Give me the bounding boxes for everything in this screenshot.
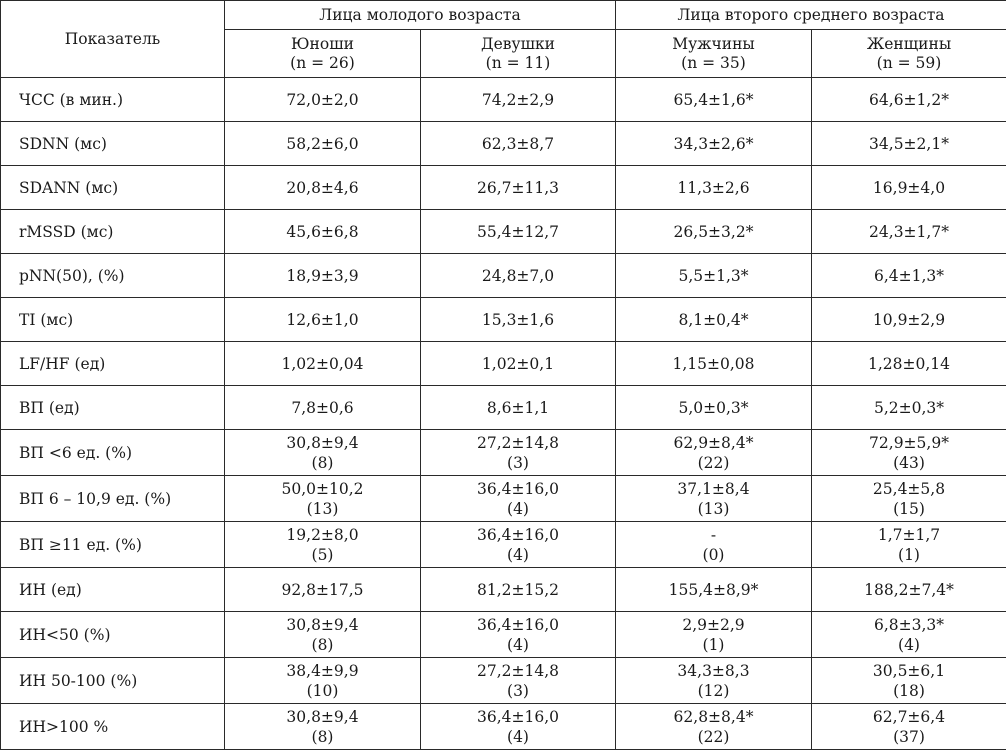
cell-count: (15) (812, 499, 1006, 519)
cell-count: (4) (421, 635, 615, 655)
table-cell (225, 122, 421, 166)
cell-value: 58,2±6,0 (225, 134, 420, 154)
table-cell (225, 342, 421, 386)
table-row (1, 210, 1006, 254)
cell-value: 50,0±10,2 (225, 479, 420, 499)
col-name: Мужчины (616, 35, 811, 54)
table-cell (225, 704, 421, 750)
table-cell (812, 78, 1006, 122)
col-name: Девушки (421, 35, 615, 54)
table-cell (616, 122, 812, 166)
row-label: ИН (ед) (1, 568, 225, 612)
cell-value: 155,4±8,9* (616, 580, 811, 600)
cell-count: (1) (812, 545, 1006, 565)
col-header-middle-men (616, 30, 812, 78)
cell-value: 26,7±11,3 (421, 178, 615, 198)
cell-value: 1,02±0,04 (225, 354, 420, 374)
row-label: ВП (ед) (1, 386, 225, 430)
table-cell (616, 78, 812, 122)
cell-count: (4) (421, 545, 615, 565)
cell-count: (13) (616, 499, 811, 519)
table-cell (616, 568, 812, 612)
table-cell (616, 386, 812, 430)
table-cell (225, 568, 421, 612)
cell-value: 62,9±8,4* (616, 433, 811, 453)
table-cell (616, 430, 812, 476)
table-row (1, 386, 1006, 430)
table-cell (421, 612, 616, 658)
cell-count: (8) (225, 727, 420, 747)
cell-value: 8,1±0,4* (616, 310, 811, 330)
cell-value: 38,4±9,9 (225, 661, 420, 681)
cell-value: 7,8±0,6 (225, 398, 420, 418)
cell-value: 6,8±3,3* (812, 615, 1006, 635)
cell-count: (4) (421, 499, 615, 519)
table-cell (616, 476, 812, 522)
row-label: rMSSD (мс) (1, 210, 225, 254)
cell-value: 62,3±8,7 (421, 134, 615, 154)
row-label: LF/HF (ед) (1, 342, 225, 386)
row-label: ИН 50-100 (%) (1, 658, 225, 704)
header-row-groups (1, 1, 1006, 30)
cell-count: (18) (812, 681, 1006, 701)
cell-value: 1,02±0,1 (421, 354, 615, 374)
table-cell (812, 298, 1006, 342)
cell-count: (0) (616, 545, 811, 565)
cell-value: 27,2±14,8 (421, 433, 615, 453)
col-count: (n = 59) (812, 54, 1006, 73)
table-cell (616, 522, 812, 568)
cell-value: 30,8±9,4 (225, 433, 420, 453)
cell-value: 37,1±8,4 (616, 479, 811, 499)
table-row (1, 568, 1006, 612)
cell-value: 30,8±9,4 (225, 707, 420, 727)
table-cell (616, 210, 812, 254)
table-row (1, 298, 1006, 342)
table-cell (616, 658, 812, 704)
table-row (1, 254, 1006, 298)
cell-value: 27,2±14,8 (421, 661, 615, 681)
cell-value: 62,7±6,4 (812, 707, 1006, 727)
col-count: (n = 11) (421, 54, 615, 73)
cell-value: 74,2±2,9 (421, 90, 615, 110)
row-label: ИН<50 (%) (1, 612, 225, 658)
table-cell (616, 612, 812, 658)
table-cell (421, 122, 616, 166)
table-cell (225, 210, 421, 254)
col-count: (n = 26) (225, 54, 420, 73)
table-cell (616, 298, 812, 342)
cell-count: (3) (421, 453, 615, 473)
cell-value: 72,0±2,0 (225, 90, 420, 110)
cell-count: (22) (616, 727, 811, 747)
table-cell (616, 704, 812, 750)
cell-count: (4) (421, 727, 615, 747)
row-label: ВП <6 ед. (%) (1, 430, 225, 476)
table-cell (812, 568, 1006, 612)
row-label: ЧСС (в мин.) (1, 78, 225, 122)
cell-count: (37) (812, 727, 1006, 747)
table-row (1, 166, 1006, 210)
table-cell (812, 476, 1006, 522)
cell-count: (13) (225, 499, 420, 519)
table-cell (421, 704, 616, 750)
cell-count: (1) (616, 635, 811, 655)
cell-value: 26,5±3,2* (616, 222, 811, 242)
table-cell (616, 254, 812, 298)
cell-value: 20,8±4,6 (225, 178, 420, 198)
cell-value: 25,4±5,8 (812, 479, 1006, 499)
table-row (1, 78, 1006, 122)
table-row (1, 476, 1006, 522)
table-cell (225, 254, 421, 298)
cell-value: 18,9±3,9 (225, 266, 420, 286)
cell-value: 5,0±0,3* (616, 398, 811, 418)
cell-value: 10,9±2,9 (812, 310, 1006, 330)
row-label: SDANN (мс) (1, 166, 225, 210)
cell-value: 55,4±12,7 (421, 222, 615, 242)
cell-value: 72,9±5,9* (812, 433, 1006, 453)
cell-value: 30,5±6,1 (812, 661, 1006, 681)
cell-count: (8) (225, 453, 420, 473)
table-cell (812, 342, 1006, 386)
table-cell (616, 166, 812, 210)
row-label: ИН>100 % (1, 704, 225, 750)
table-cell (225, 658, 421, 704)
table-cell (421, 254, 616, 298)
group-middle-header: Лица второго среднего возраста (616, 1, 1006, 30)
table-cell (421, 522, 616, 568)
table-cell (812, 210, 1006, 254)
table-cell (421, 78, 616, 122)
table-cell (421, 298, 616, 342)
cell-value: 188,2±7,4* (812, 580, 1006, 600)
cell-value: 24,3±1,7* (812, 222, 1006, 242)
table-cell (225, 612, 421, 658)
table-cell (812, 612, 1006, 658)
table-cell (812, 658, 1006, 704)
table-cell (812, 704, 1006, 750)
cell-value: 36,4±16,0 (421, 615, 615, 635)
cell-value: 6,4±1,3* (812, 266, 1006, 286)
cell-value: 24,8±7,0 (421, 266, 615, 286)
col-name: Женщины (812, 35, 1006, 54)
cell-count: (3) (421, 681, 615, 701)
cell-value: 15,3±1,6 (421, 310, 615, 330)
cell-count: (43) (812, 453, 1006, 473)
col-header-middle-women (812, 30, 1006, 78)
cell-count: (22) (616, 453, 811, 473)
col-header-young-men (225, 30, 421, 78)
table-cell (812, 122, 1006, 166)
cell-count: (4) (812, 635, 1006, 655)
col-count: (n = 35) (616, 54, 811, 73)
row-label: ВП ≥11 ед. (%) (1, 522, 225, 568)
cell-value: 5,2±0,3* (812, 398, 1006, 418)
cell-value: 1,7±1,7 (812, 525, 1006, 545)
table-cell (225, 78, 421, 122)
table-cell (421, 430, 616, 476)
table-row (1, 704, 1006, 750)
table-cell (225, 430, 421, 476)
cell-value: 1,28±0,14 (812, 354, 1006, 374)
cell-value: 34,5±2,1* (812, 134, 1006, 154)
table-body (1, 78, 1006, 750)
cell-value: 92,8±17,5 (225, 580, 420, 600)
table-cell (812, 430, 1006, 476)
table-cell (421, 386, 616, 430)
table-cell (421, 658, 616, 704)
col-header-young-women (421, 30, 616, 78)
cell-value: 1,15±0,08 (616, 354, 811, 374)
cell-value: 36,4±16,0 (421, 707, 615, 727)
table-row (1, 342, 1006, 386)
table-cell (225, 386, 421, 430)
table-header (1, 1, 1006, 78)
table-cell (225, 298, 421, 342)
cell-value: 12,6±1,0 (225, 310, 420, 330)
cell-count: (8) (225, 635, 420, 655)
cell-value: 11,3±2,6 (616, 178, 811, 198)
table-row (1, 658, 1006, 704)
cell-value: - (616, 525, 811, 545)
cell-count: (10) (225, 681, 420, 701)
table-cell (421, 476, 616, 522)
cell-value: 81,2±15,2 (421, 580, 615, 600)
row-label: TI (мс) (1, 298, 225, 342)
table-cell (812, 522, 1006, 568)
table-cell (421, 568, 616, 612)
table-cell (812, 166, 1006, 210)
table-cell (225, 476, 421, 522)
cell-value: 16,9±4,0 (812, 178, 1006, 198)
table-row (1, 612, 1006, 658)
row-label: SDNN (мс) (1, 122, 225, 166)
cell-value: 19,2±8,0 (225, 525, 420, 545)
group-young-header: Лица молодого возраста (225, 1, 616, 30)
table-cell (421, 166, 616, 210)
table-cell (616, 342, 812, 386)
cell-value: 8,6±1,1 (421, 398, 615, 418)
cell-value: 34,3±2,6* (616, 134, 811, 154)
table-row (1, 122, 1006, 166)
cell-value: 2,9±2,9 (616, 615, 811, 635)
table-cell (225, 166, 421, 210)
table-row (1, 430, 1006, 476)
cell-value: 64,6±1,2* (812, 90, 1006, 110)
cell-value: 65,4±1,6* (616, 90, 811, 110)
row-label: ВП 6 – 10,9 ед. (%) (1, 476, 225, 522)
table-row (1, 522, 1006, 568)
cell-value: 30,8±9,4 (225, 615, 420, 635)
cell-value: 36,4±16,0 (421, 479, 615, 499)
indicator-header: Показатель (1, 1, 225, 78)
row-label: pNN(50), (%) (1, 254, 225, 298)
cell-count: (5) (225, 545, 420, 565)
cell-value: 45,6±6,8 (225, 222, 420, 242)
cell-value: 36,4±16,0 (421, 525, 615, 545)
table-cell (812, 254, 1006, 298)
cell-value: 34,3±8,3 (616, 661, 811, 681)
col-name: Юноши (225, 35, 420, 54)
table-cell (812, 386, 1006, 430)
table-cell (421, 210, 616, 254)
cell-count: (12) (616, 681, 811, 701)
cell-value: 5,5±1,3* (616, 266, 811, 286)
table-cell (421, 342, 616, 386)
table-cell (225, 522, 421, 568)
cell-value: 62,8±8,4* (616, 707, 811, 727)
